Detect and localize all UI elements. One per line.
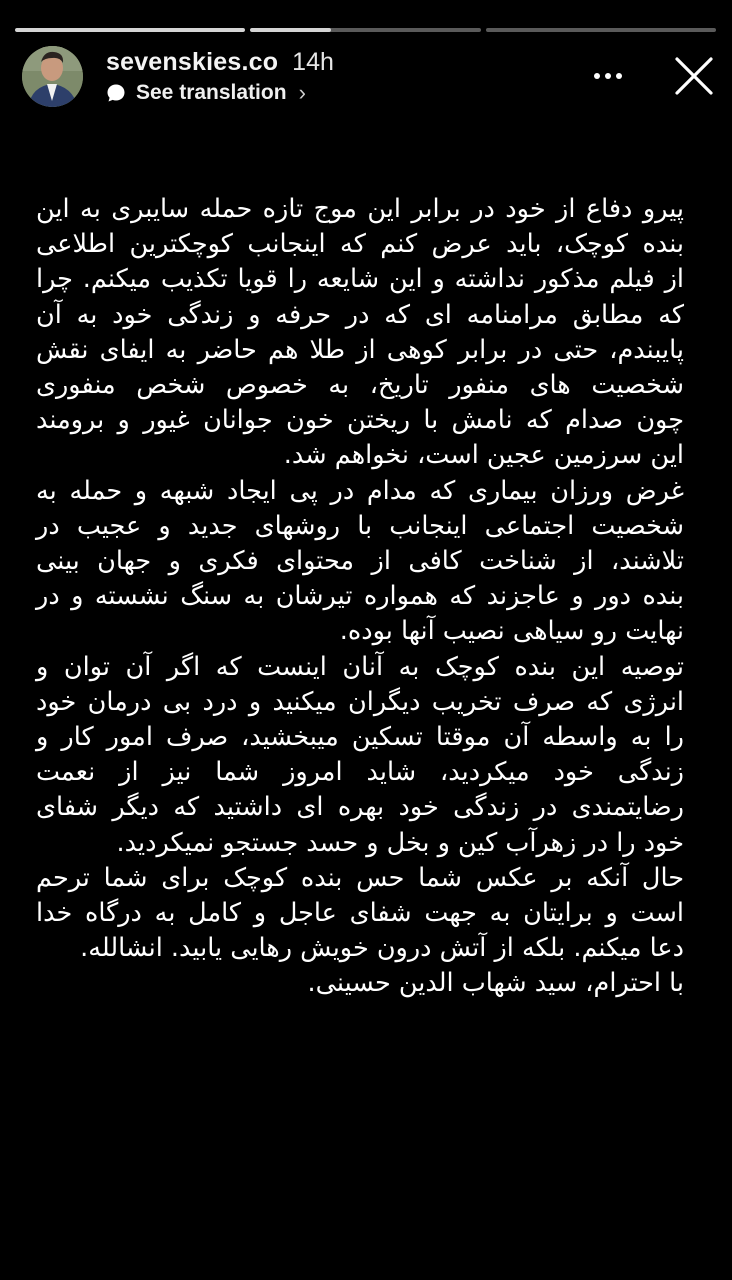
story-text-line: را به واسطه آن موقتا تسکین میبخشید، صرف امور کار و bbox=[36, 722, 684, 753]
chevron-right-icon: › bbox=[298, 80, 306, 105]
story-text-line: شخصیت اجتماعی اینجانب با روشهای جدید و عجیب در bbox=[36, 510, 684, 541]
story-text-line: خود را در زهرآب کین و بخل و حسد جستجو نمیکردید. bbox=[116, 827, 684, 858]
close-icon bbox=[674, 56, 714, 96]
story-text-line: دعا میکنم. بلکه از آتش درون خویش رهایی یابید. انشالله. bbox=[80, 933, 684, 964]
post-time: 14h bbox=[292, 48, 334, 76]
story-text-line: حال آنکه بر عکس شما حس بنده کوچک برای شما ترحم bbox=[36, 862, 684, 893]
story-text-line: با احترام، سید شهاب الدین حسینی. bbox=[307, 968, 684, 999]
username-row bbox=[106, 48, 334, 77]
story-text-line: است و برایتان به جهت شفای عاجل و کامل به درگاه خدا bbox=[36, 898, 684, 929]
progress-fill bbox=[15, 28, 245, 32]
progress-segment-3 bbox=[486, 28, 716, 32]
story-text-line: تلاشند، از شناخت کافی از محتوای فکری و جهان بینی bbox=[36, 546, 684, 577]
story-text-line: بنده کوچک، باید عرض کنم که اینجانب کوچکترین اطلاعی bbox=[36, 229, 684, 260]
story-text-line: این سرزمین عجین است، نخواهم شد. bbox=[283, 440, 684, 471]
see-translation-label: See translation bbox=[136, 81, 287, 104]
username[interactable]: sevenskies.co bbox=[106, 48, 279, 76]
more-options-button[interactable] bbox=[590, 66, 626, 86]
close-button[interactable] bbox=[674, 56, 714, 96]
more-horizontal-icon-dot bbox=[594, 73, 600, 79]
story-text-body bbox=[36, 192, 684, 1002]
more-horizontal-icon-dot bbox=[605, 73, 611, 79]
avatar[interactable] bbox=[22, 46, 83, 107]
story-text-line: شخصیت های منفور تاریخ، به خصوص شخص منفوری bbox=[36, 370, 684, 401]
story-text-line: پیرو دفاع از خود در برابر این موج تازه حمله سایبری به این bbox=[36, 194, 684, 224]
story-progress-bar bbox=[15, 28, 716, 32]
story-text-line: بنده دور و عاجزند که همواره تیرشان به سنگ نشسته و در bbox=[36, 581, 684, 612]
progress-fill bbox=[250, 28, 331, 32]
story-text-line: پایبندم، حتی در برابر کوهی از طلا هم حاضر به ایفای نقش bbox=[36, 334, 684, 365]
story-text-line: زندگی خود میکردید، شاید امروز شما نیز از نعمت bbox=[36, 757, 684, 788]
story-text-line: رضایتمندی در زندگی خود بهره ای داشتید که دیگر شفای bbox=[36, 792, 684, 823]
see-translation-button[interactable] bbox=[106, 80, 306, 106]
story-text-line: نهایت رو سیاهی نصیب آنها بوده. bbox=[339, 616, 684, 647]
story-text-line: از فیلم مذکور نداشته و این شایعه را قویا تکذیب میکنم. چرا bbox=[36, 264, 684, 295]
story-text-line: غرض ورزان بیماری که مدام در پی ایجاد شبهه و حمله به bbox=[36, 475, 684, 506]
progress-segment-2 bbox=[250, 28, 480, 32]
story-text-line: انرژی که صرف تخریب دیگران میکنید و درد بی درمان خود bbox=[36, 686, 684, 717]
story-text-line: چون صدام که نامش با ریختن خون جوانان غیور و برومند bbox=[36, 405, 684, 436]
avatar-photo-icon bbox=[22, 46, 83, 107]
speech-bubble-icon bbox=[106, 83, 126, 103]
more-horizontal-icon-dot bbox=[616, 73, 622, 79]
story-header bbox=[22, 46, 714, 108]
story-text-line: که مطابق مرامنامه ای که در حرفه و زندگی خود به آن bbox=[36, 299, 684, 330]
story-text-line: توصیه این بنده کوچک به آنان اینست که اگر آن توان و bbox=[36, 651, 684, 682]
progress-segment-1 bbox=[15, 28, 245, 32]
